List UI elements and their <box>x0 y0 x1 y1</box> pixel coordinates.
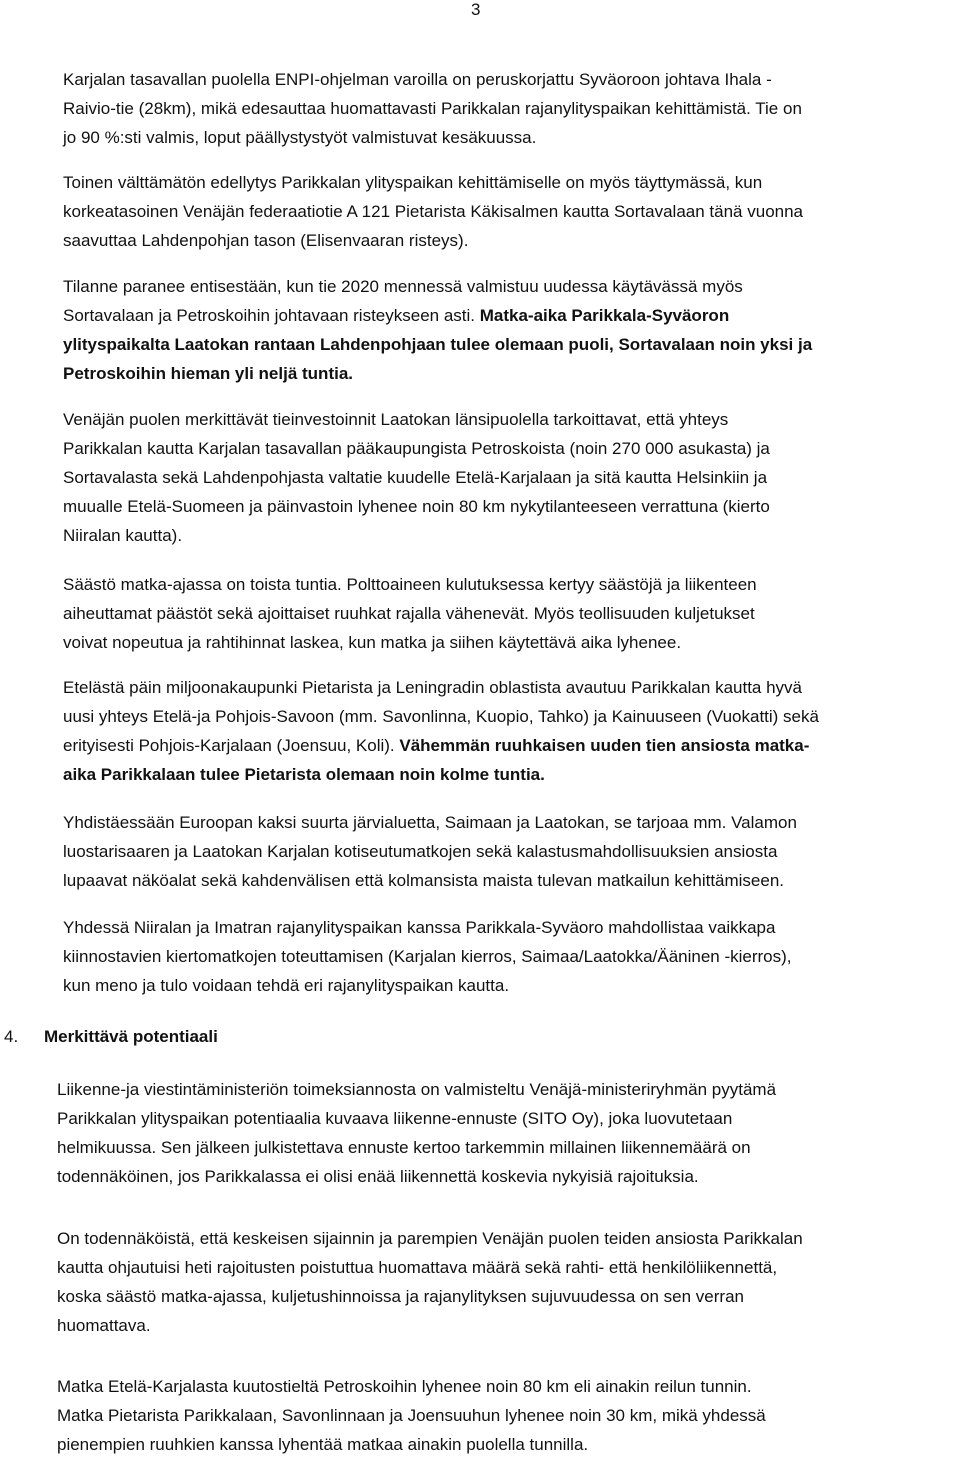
paragraph <box>63 272 812 388</box>
paragraph <box>63 168 803 255</box>
text-segment: kiinnostavien kiertomatkojen toteuttamisen (Karjalan kierros, Saimaa/Laatokka/Ääninen -kierros), <box>63 947 792 966</box>
paragraph <box>63 673 819 789</box>
text-segment: huomattava. <box>57 1316 151 1335</box>
text-line <box>57 1224 803 1253</box>
text-segment: Tilanne paranee entisestään, kun tie 2020 mennessä valmistuu uudessa käytävässä myös <box>63 277 743 296</box>
text-line <box>57 1282 803 1311</box>
paragraph <box>63 65 802 152</box>
text-line <box>63 197 803 226</box>
text-line <box>63 359 812 388</box>
text-segment: uusi yhteys Etelä-ja Pohjois-Savoon (mm. Savonlinna, Kuopio, Tahko) ja Kainuuseen (Vuokatti) sekä <box>63 707 819 726</box>
text-segment: Parikkalan kautta Karjalan tasavallan pääkaupungista Petroskoista (noin 270 000 asukasta) ja <box>63 439 770 458</box>
text-segment: kun meno ja tulo voidaan tehdä eri rajanylityspaikan kautta. <box>63 976 510 995</box>
text-segment: voivat nopeutua ja rahtihinnat laskea, kun matka ja siihen käytettävä aika lyhenee. <box>63 633 682 652</box>
text-line <box>63 168 803 197</box>
text-line <box>63 599 757 628</box>
text-segment: Karjalan tasavallan puolella ENPI-ohjelman varoilla on peruskorjattu Syväoroon johtava Ihala - <box>63 70 772 89</box>
text-segment: todennäköinen, jos Parikkalassa ei olisi enää liikennettä koskevia nykyisiä rajoituksia. <box>57 1167 699 1186</box>
bold-text: ylityspaikalta Laatokan rantaan Lahdenpohjaan tulee olemaan puoli, Sortavalaan noin yksi ja <box>63 335 813 354</box>
text-line <box>63 760 819 789</box>
text-line <box>63 837 797 866</box>
text-line <box>63 330 812 359</box>
bold-text: Vähemmän ruuhkaisen uuden tien ansiosta matka- <box>399 736 810 755</box>
text-segment: Liikenne-ja viestintäministeriön toimeksiannosta on valmisteltu Venäjä-ministeriryhmän pyytämä <box>57 1080 777 1099</box>
text-line <box>63 521 770 550</box>
paragraph <box>57 1372 766 1459</box>
text-line <box>57 1430 766 1459</box>
text-line <box>57 1104 776 1133</box>
text-line <box>63 405 770 434</box>
text-segment: erityisesti Pohjois-Karjalaan (Joensuu, Koli). <box>63 736 400 755</box>
section-title: Merkittävä potentiaali <box>44 1027 218 1046</box>
text-segment: Matka Etelä-Karjalasta kuutostieltä Petroskoihin lyhenee noin 80 km eli ainakin reilun tunnin. <box>57 1377 752 1396</box>
text-line <box>57 1253 803 1282</box>
text-line <box>63 628 757 657</box>
page-number: 3 <box>471 0 481 19</box>
text-segment: lupaavat näköalat sekä kahdenvälisen että kolmansista maista tulevan matkailun kehittämiseen. <box>63 871 785 890</box>
text-segment: luostarisaaren ja Laatokan Karjalan kotiseutumatkojen sekä kalastusmahdollisuuksien ansiosta <box>63 842 778 861</box>
text-line <box>63 272 812 301</box>
text-line <box>63 123 802 152</box>
text-segment: Yhdessä Niiralan ja Imatran rajanylityspaikan kanssa Parikkala-Syväoro mahdollistaa vaikkapa <box>63 918 776 937</box>
text-line <box>57 1372 766 1401</box>
text-line <box>63 65 802 94</box>
section-number: 4. <box>4 1027 19 1046</box>
text-segment: Toinen välttämätön edellytys Parikkalan ylityspaikan kehittämiselle on myös täyttymässä, kun <box>63 173 763 192</box>
paragraph <box>63 913 792 1000</box>
text-segment: korkeatasoinen Venäjän federaatiotie A 121 Pietarista Käkisalmen kautta Sortavalaan tänä vuonna <box>63 202 804 221</box>
text-line <box>63 942 792 971</box>
text-segment: kautta ohjautuisi heti rajoitusten poistuttua huomattava määrä sekä rahti- että henkilöliikennettä, <box>57 1258 778 1277</box>
text-segment: Yhdistäessään Euroopan kaksi suurta järvialuetta, Saimaan ja Laatokan, se tarjoaa mm. Valamon <box>63 813 797 832</box>
text-segment: saavuttaa Lahdenpohjan tason (Elisenvaaran risteys). <box>63 231 469 250</box>
text-segment: koska säästö matka-ajassa, kuljetushinnoissa ja rajanylityksen sujuvuudessa on sen verran <box>57 1287 744 1306</box>
text-segment: Sortavalasta sekä Lahdenpohjasta valtatie kuudelle Etelä-Karjalaan ja sitä kautta Helsinkiin ja <box>63 468 768 487</box>
text-line <box>63 702 819 731</box>
text-line <box>63 492 770 521</box>
text-line <box>63 226 803 255</box>
text-line <box>63 971 792 1000</box>
text-segment: pienempien ruuhkien kanssa lyhentää matkaa ainakin puolella tunnilla. <box>57 1435 589 1454</box>
text-segment: Matka Pietarista Parikkalaan, Savonlinnaan ja Joensuuhun lyhenee noin 30 km, mikä yhdessä <box>57 1406 766 1425</box>
text-line <box>57 1133 776 1162</box>
text-segment: Sortavalaan ja Petroskoihin johtavaan risteykseen asti. <box>63 306 480 325</box>
text-line <box>63 94 802 123</box>
text-segment: Niiralan kautta). <box>63 526 183 545</box>
paragraph <box>57 1075 776 1191</box>
text-segment: Raivio-tie (28km), mikä edesauttaa huomattavasti Parikkalan rajanylityspaikan kehittämistä. Tie on <box>63 99 802 118</box>
text-line <box>63 673 819 702</box>
text-line <box>57 1075 776 1104</box>
text-line <box>57 1401 766 1430</box>
text-line <box>63 731 819 760</box>
text-line <box>63 913 792 942</box>
text-line <box>57 1162 776 1191</box>
text-line <box>63 463 770 492</box>
text-segment: Säästö matka-ajassa on toista tuntia. Polttoaineen kulutuksessa kertyy säästöjä ja liikenteen <box>63 575 757 594</box>
paragraph <box>57 1224 803 1340</box>
paragraph <box>63 570 757 657</box>
paragraph <box>63 405 770 550</box>
bold-text: Matka-aika Parikkala-Syväoron <box>479 306 730 325</box>
text-line <box>63 808 797 837</box>
paragraph <box>63 808 797 895</box>
bold-text: Petroskoihin hieman yli neljä tuntia. <box>63 364 354 383</box>
text-line <box>63 866 797 895</box>
text-segment: helmikuussa. Sen jälkeen julkistettava ennuste kertoo tarkemmin millainen liikennemäärä on <box>57 1138 751 1157</box>
text-line <box>63 570 757 599</box>
text-segment: Etelästä päin miljoonakaupunki Pietarista ja Leningradin oblastista avautuu Parikkalan kautta hyvä <box>63 678 803 697</box>
text-segment: Venäjän puolen merkittävät tieinvestoinnit Laatokan länsipuolella tarkoittavat, että yhteys <box>63 410 729 429</box>
text-segment: Parikkalan ylityspaikan potentiaalia kuvaava liikenne-ennuste (SITO Oy), joka luovutetaan <box>57 1109 733 1128</box>
bold-text: aika Parikkalaan tulee Pietarista olemaan noin kolme tuntia. <box>63 765 545 784</box>
text-line <box>63 301 812 330</box>
text-segment: muualle Etelä-Suomeen ja päinvastoin lyhenee noin 80 km nykytilanteeseen verrattuna (kierto <box>63 497 770 516</box>
text-segment: On todennäköistä, että keskeisen sijainnin ja parempien Venäjän puolen teiden ansiosta Parikkalan <box>57 1229 803 1248</box>
text-segment: aiheuttamat päästöt sekä ajoittaiset ruuhkat rajalla vähenevät. Myös teollisuuden kuljetukset <box>63 604 755 623</box>
text-segment: jo 90 %:sti valmis, loput päällystystyöt valmistuvat kesäkuussa. <box>63 128 537 147</box>
text-line <box>63 434 770 463</box>
text-line <box>57 1311 803 1340</box>
